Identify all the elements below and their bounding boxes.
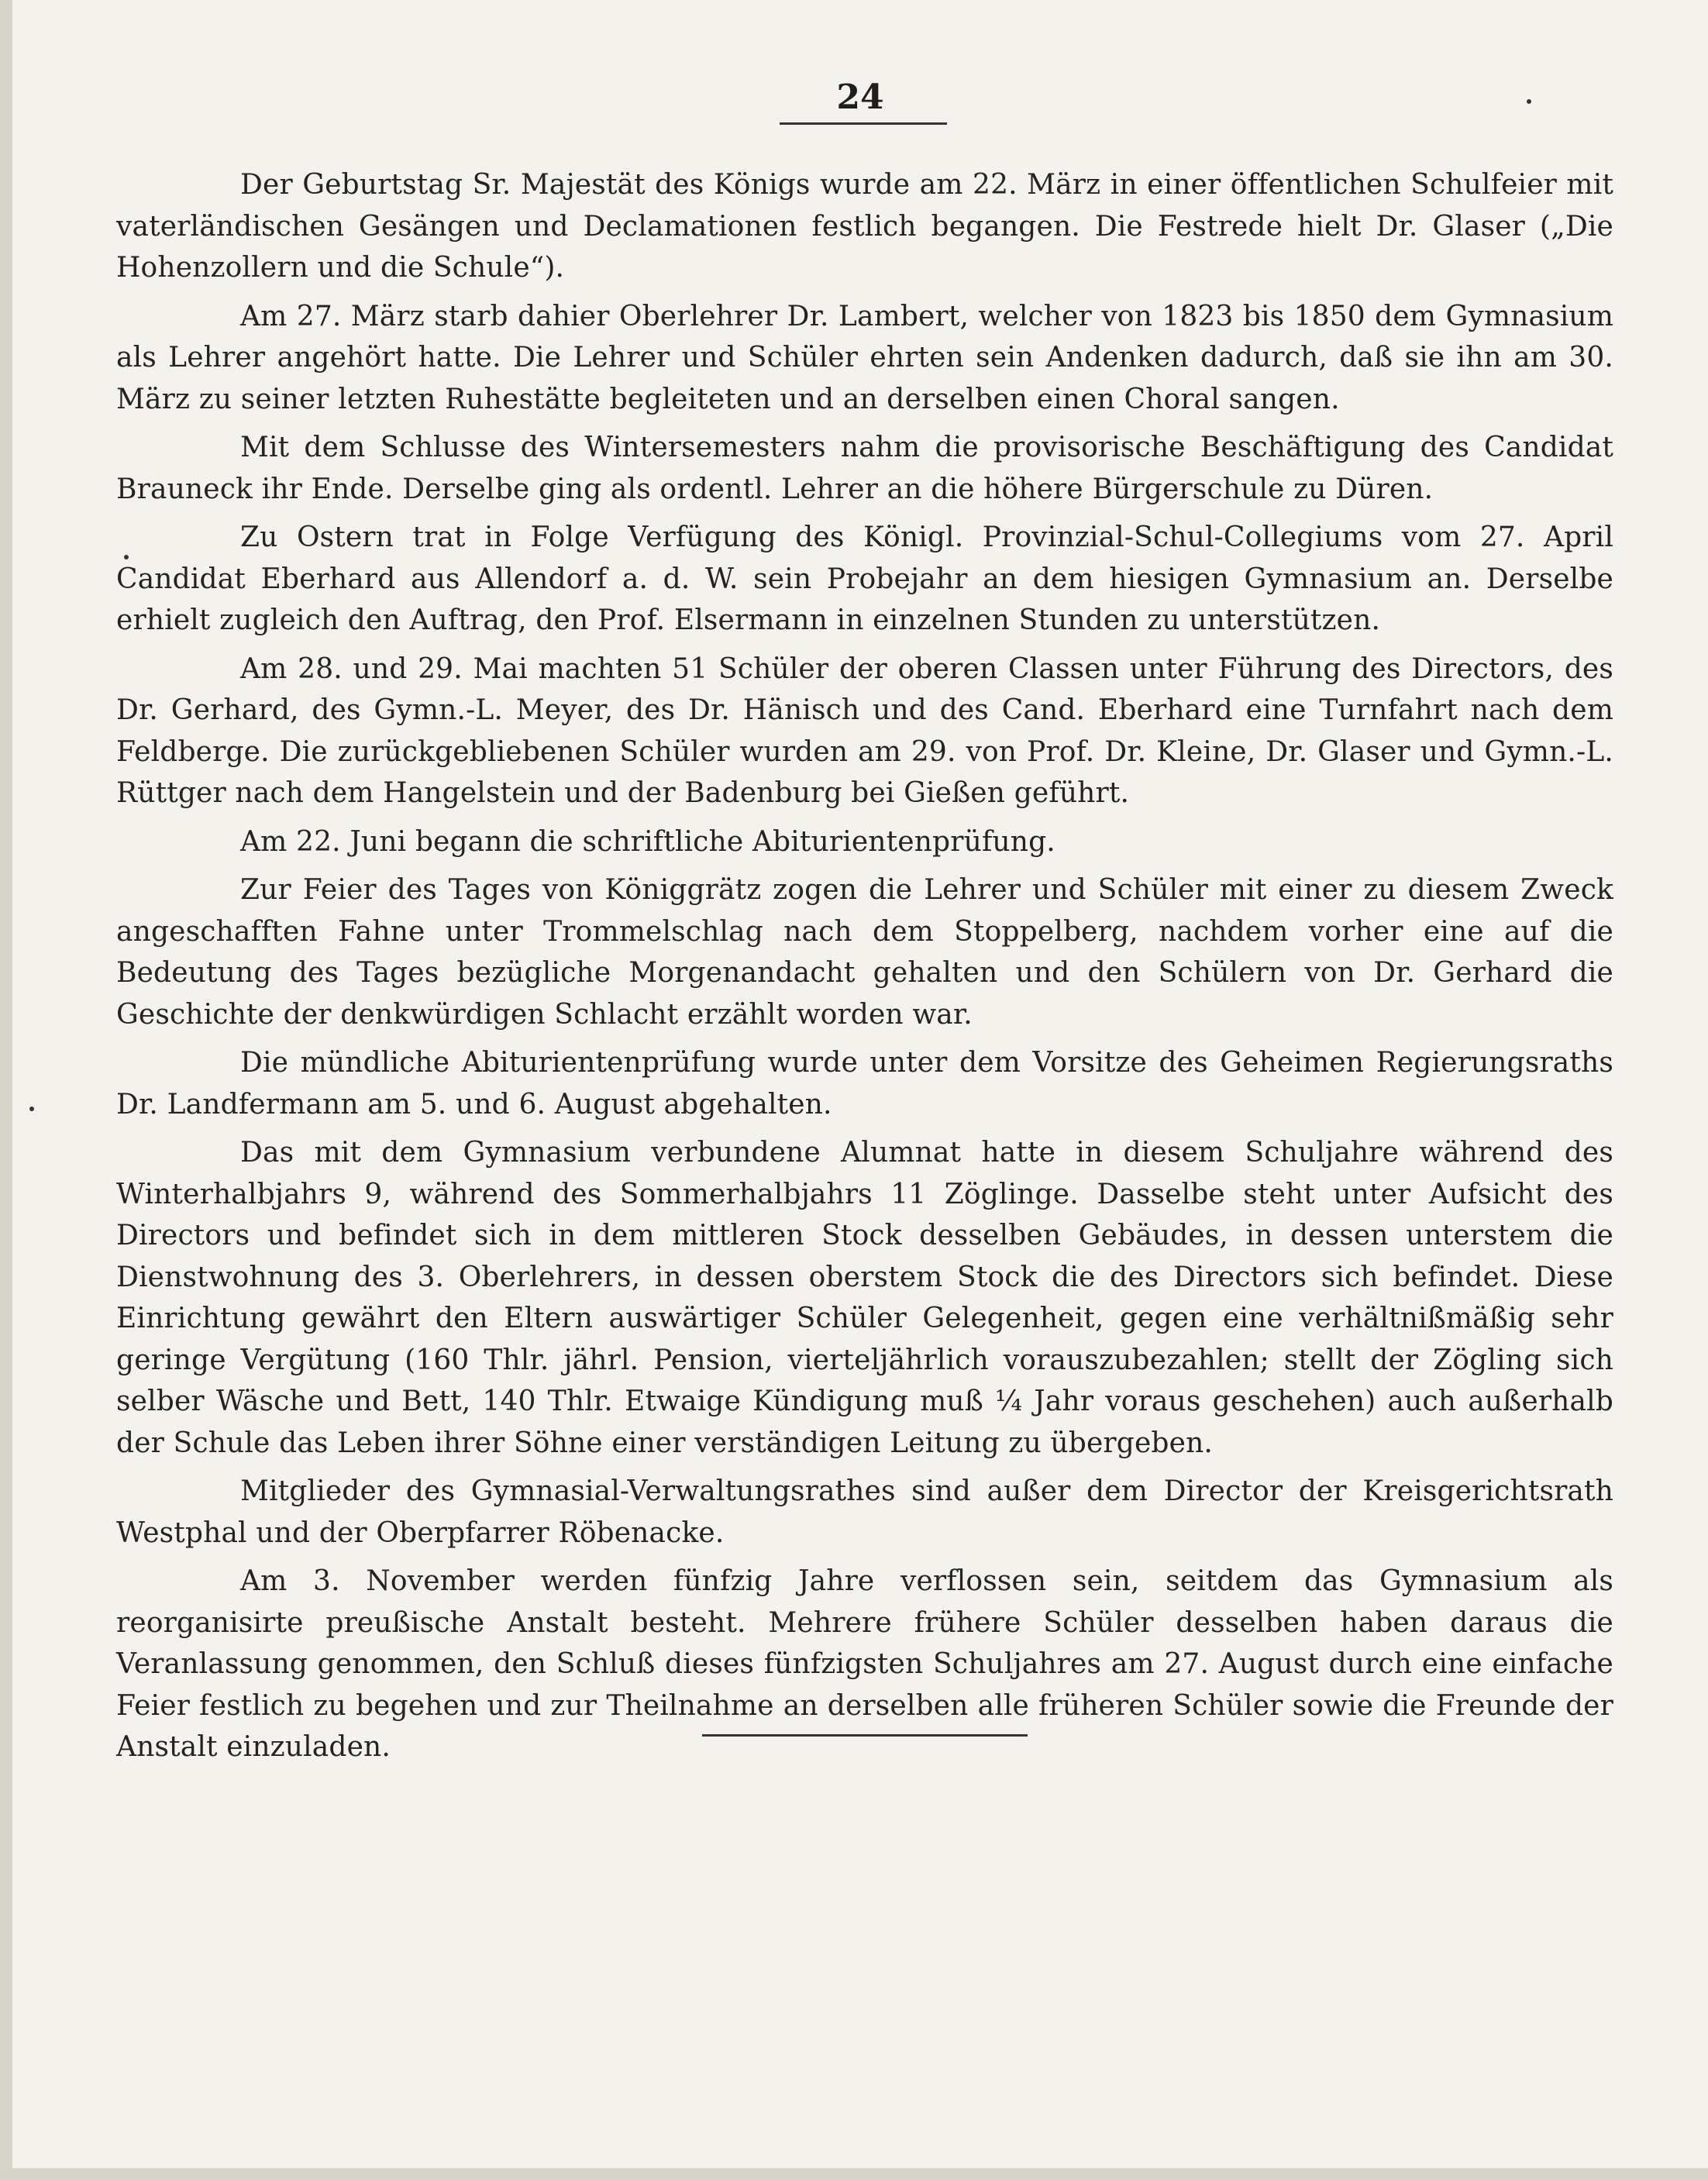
paragraph-turnfahrt: Am 28. und 29. Mai machten 51 Schüler der oberen Classen unter Führung des Directors, des Dr. Gerhard, des Gymn.-L. Meyer, des Dr. Hänisch und des Cand. Eberhard eine Turnfahrt nach dem Feldberge. Die zurückgebliebenen Schüler wurden am 29. von Prof. Dr. Kleine, Dr. Glaser und Gymn.-L. Rüttger nach dem Hangelstein und der Badenburg bei Gießen geführt. <box>116 652 1613 809</box>
paragraph-lambert: Am 27. März starb dahier Oberlehrer Dr. Lambert, welcher von 1823 bis 1850 dem Gymnasium als Lehrer angehört hatte. Die Lehrer und Schüler ehrten sein Andenken dadurch, daß sie ihn am 30. März zu seiner letzten Ruhestätte begleiteten und an derselben einen Choral sangen. <box>116 300 1613 415</box>
page-left-edge <box>0 0 12 2179</box>
ink-speck <box>29 1107 34 1111</box>
paragraph-koeniggraetz: Zur Feier des Tages von Königgrätz zogen die Lehrer und Schüler mit einer zu diesem Zweck angeschafften Fahne unter Trommelschlag nach dem Stoppelberg, nachdem vorher eine auf die Bedeutung des Tages bezügliche Morgenandacht gehalten und den Schülern von Dr. Gerhard die Geschichte der denkwürdigen Schlacht erzählt worden war. <box>116 874 1613 1031</box>
page-number: 24 <box>836 77 884 117</box>
paragraph-written-exam: Am 22. Juni begann die schriftliche Abiturientenprüfung. <box>240 825 1055 858</box>
ink-speck <box>1527 99 1531 104</box>
page-number-rule <box>780 122 947 125</box>
closing-rule <box>702 1734 1028 1737</box>
paragraph-council: Mitglieder des Gymnasial-Verwaltungsrathes sind außer dem Director der Kreisgerichtsrath Westphal und der Oberpfarrer Röbenacke. <box>116 1475 1613 1549</box>
paragraph-brauneck: Mit dem Schlusse des Wintersemesters nahm die provisorische Beschäftigung des Candidat Brauneck ihr Ende. Derselbe ging als ordentl. Lehrer an die höhere Bürgerschule zu Düren. <box>116 432 1613 505</box>
body-text <box>116 164 1613 1775</box>
paragraph-birthday: Der Geburtstag Sr. Majestät des Königs wurde am 22. März in einer öffentlichen Schulfeier mit vaterländischen Gesängen und Declamationen festlich begangen. Die Festrede hielt Dr. Glaser („Die Hohenzollern und die Schule“). <box>116 169 1613 284</box>
paragraph-jubilee: Am 3. November werden fünfzig Jahre verflossen sein, seitdem das Gymnasium als reorganisirte preußische Anstalt besteht. Mehrere frühere Schüler desselben haben daraus die Veranlassung genommen, den Schluß dieses fünfzigsten Schuljahres am 27. August durch eine einfache Feier festlich zu begehen und zur Theilnahme an derselben alle früheren Schüler sowie die Freunde der Anstalt einzuladen. <box>116 1565 1613 1763</box>
paragraph-eberhard: Zu Ostern trat in Folge Verfügung des Königl. Provinzial-Schul-Collegiums vom 27. April Candidat Eberhard aus Allendorf a. d. W. sein Probejahr an dem hiesigen Gymnasium an. Derselbe erhielt zugleich den Auftrag, den Prof. Elsermann in einzelnen Stunden zu unterstützen. <box>116 522 1613 636</box>
paragraph-alumnat: Das mit dem Gymnasium verbundene Alumnat hatte in diesem Schuljahre während des Winterhalbjahrs 9, während des Sommerhalbjahrs 11 Zöglinge. Dasselbe steht unter Aufsicht des Directors und befindet sich in dem mittleren Stock desselben Gebäudes, in dessen unterstem die Dienstwohnung des 3. Oberlehrers, in dessen oberstem Stock die des Directors sich befindet. Diese Einrichtung gewährt den Eltern auswärtiger Schüler Gelegenheit, gegen eine verhältnißmäßig sehr geringe Vergütung (160 Thlr. jährl. Pension, vierteljährlich vorauszubezahlen; stellt der Zögling sich selber Wäsche und Bett, 140 Thlr. Etwaige Kündigung muß ¼ Jahr voraus geschehen) auch außerhalb der Schule das Leben ihrer Söhne einer verständigen Leitung zu übergeben. <box>116 1137 1613 1459</box>
page-bottom-edge <box>0 2168 1708 2179</box>
paragraph-oral-exam: Die mündliche Abiturientenprüfung wurde unter dem Vorsitze des Geheimen Regierungsraths Dr. Landfermann am 5. und 6. August abgehalten. <box>116 1047 1613 1120</box>
